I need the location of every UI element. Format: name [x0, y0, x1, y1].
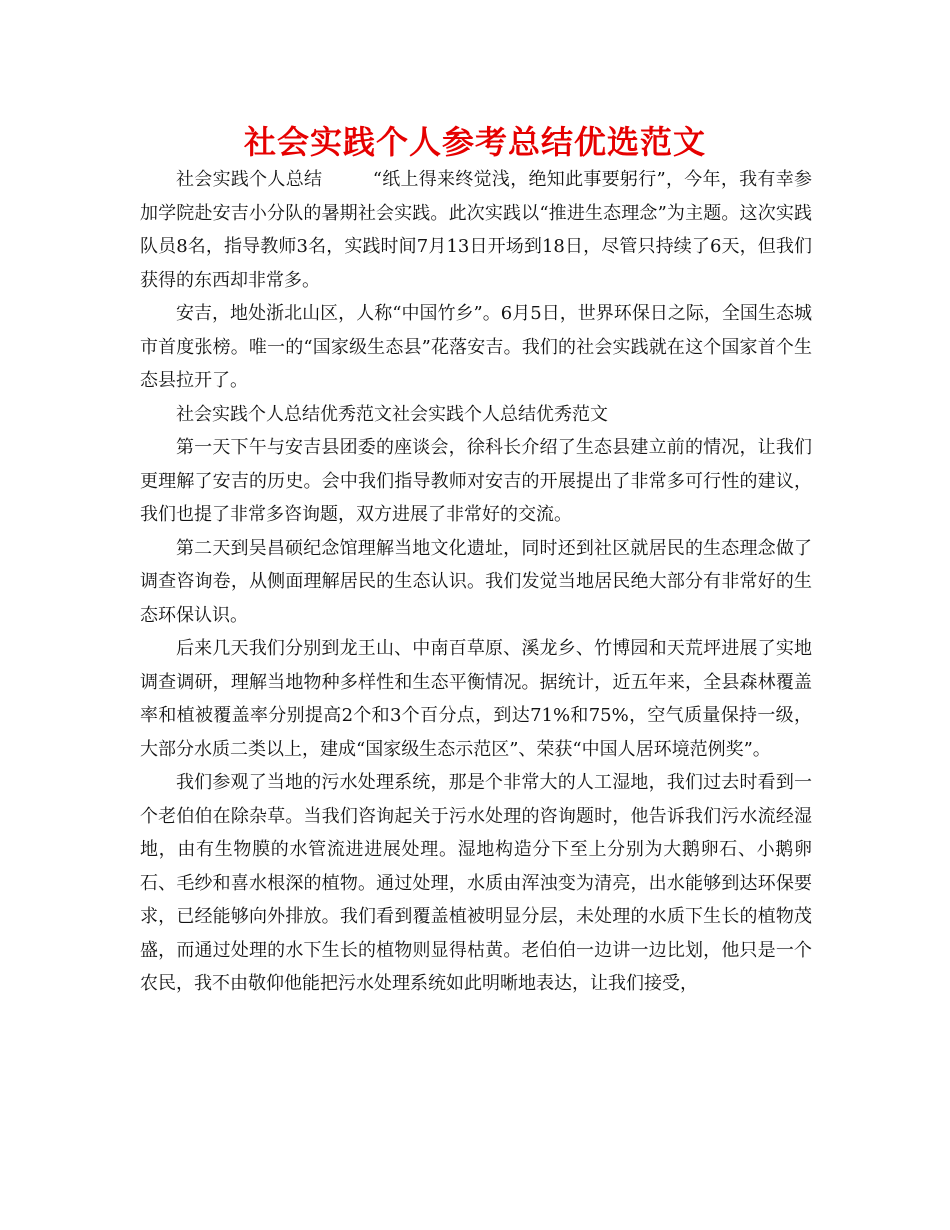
paragraph-6: 后来几天我们分别到龙王山、中南百草原、溪龙乡、竹博园和天荒坪进展了实地调查调研，理解当地物种多样性和生态平衡情况。据统计，近五年来，全县森林覆盖率和植被覆盖率分别提高2个和3个百分点，到达71%和75%，空气质量保持一级，大部分水质二类以上，建成“国家级生态示范区”、荣获“中国人居环境范例奖”。: [140, 638, 812, 760]
document-title: 社会实践个人参考总结优选范文: [243, 123, 706, 161]
paragraph-1: [140, 163, 812, 297]
paragraph-4: 第一天下午与安吉县团委的座谈会，徐科长介绍了生态县建立前的情况，让我们更理解了安吉的历史。会中我们指导教师对安吉的开展提出了非常多可行性的建议，我们也提了非常多咨询题，双方进展了非常好的交流。: [140, 437, 812, 525]
paragraph-7: 我们参观了当地的污水处理系统，那是个非常大的人工湿地，我们过去时看到一个老伯伯在除杂草。当我们咨询起关于污水处理的咨询题时，他告诉我们污水流经湿地，由有生物膜的水管流进进展处理。湿地构造分下至上分别为大鹅卵石、小鹅卵石、毛纱和喜水根深的植物。通过处理，水质由浑浊变为清亮，出水能够到达环保要求，已经能够向外排放。我们看到覆盖植被明显分层，未处理的水质下生长的植物茂盛，而通过处理的水下生长的植物则显得枯黄。老伯伯一边讲一边比划，他只是一个农民，我不由敬仰他能把污水处理系统如此明晰地表达，让我们接受，: [140, 772, 812, 994]
paragraph-5: 第二天到吴昌硕纪念馆理解当地文化遗址，同时还到社区就居民的生态理念做了调查咨询卷，从侧面理解居民的生态认识。我们发觉当地居民绝大部分有非常好的生态环保认识。: [140, 537, 812, 626]
paragraph-2: 安吉，地处浙北山区，人称“中国竹乡”。6月5日，世界环保日之际，全国生态城市首度张榜。唯一的“国家级生态县”花落安吉。我们的社会实践就在这个国家首个生态县拉开了。: [140, 303, 812, 391]
intro-label: 社会实践个人总结: [176, 169, 323, 190]
document-body: [140, 163, 812, 1001]
paragraph-1-text: “纸上得来终觉浅，绝知此事要躬行”，今年，我有幸参加学院赴安吉小分队的暑期社会实践。此次实践以“推进生态理念”为主题。这次实践队员8名，指导教师3名，实践时间7月13日开场到18日，尽管只持续了6天，但我们获得的东西却非常多。: [140, 169, 813, 291]
paragraph-3: 社会实践个人总结优秀范文社会实践个人总结优秀范文: [176, 403, 608, 425]
